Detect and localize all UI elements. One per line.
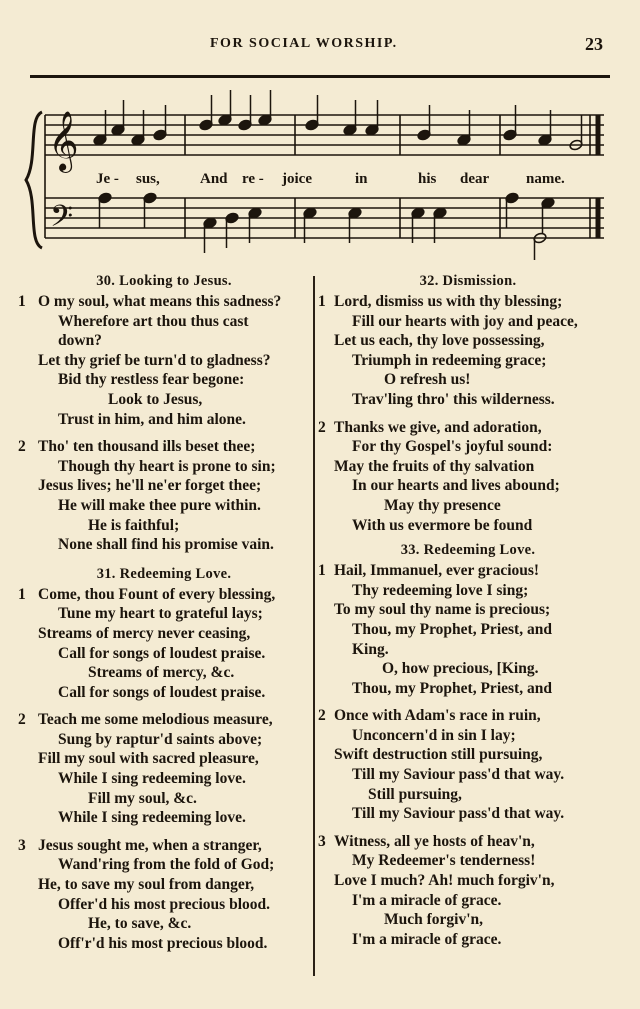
verse-line: [318, 832, 618, 852]
verse-line: [318, 679, 618, 699]
verse-line: [18, 437, 310, 457]
lyric-syllable: dear: [460, 171, 490, 187]
verse: [318, 832, 618, 950]
verse-text: Once with Adam's race in ruin,: [334, 707, 541, 725]
verse-text: King.: [352, 640, 389, 658]
bass-staff: [45, 198, 604, 238]
verse-line: [18, 516, 310, 536]
verse-text: Call for songs of loudest praise.: [58, 644, 266, 662]
verse-text: O my soul, what means this sadness?: [38, 293, 282, 310]
verse-line: [318, 659, 618, 679]
verse-text: Though thy heart is prone to sin;: [58, 457, 276, 475]
hymn-title: 32. Dismission.: [419, 273, 517, 289]
verse-line: [318, 418, 618, 438]
verse-text: Till my Saviour pass'd that way.: [352, 805, 565, 823]
verse-line: [18, 749, 310, 769]
verse-text: O refresh us!: [384, 371, 471, 389]
verse-line: [18, 808, 310, 828]
verse-line: [318, 804, 618, 824]
hymn-32: [318, 270, 618, 535]
verse-text: Much forgiv'n,: [384, 911, 484, 929]
verse-number: 2: [318, 707, 326, 725]
verse-line: [318, 292, 618, 312]
verse-text: Teach me some melodious measure,: [38, 711, 273, 729]
verse: [18, 437, 310, 555]
verse-line: [18, 585, 310, 605]
lyric-syllable: And: [200, 171, 228, 187]
hymn-title: 33. Redeeming Love.: [400, 542, 536, 559]
verse-line: [318, 312, 618, 332]
verse-text: Trust in him, and him alone.: [58, 410, 246, 428]
verse-text: Thanks we give, and adoration,: [334, 418, 542, 436]
verse-text: Fill our hearts with joy and peace,: [352, 312, 578, 330]
verse-text: He, to save my soul from danger,: [38, 876, 255, 894]
verse-text: Tho' ten thousand ills beset thee;: [38, 438, 256, 456]
verse-text: May the fruits of thy salvation: [334, 457, 535, 475]
verse-line: [318, 516, 618, 536]
verse-line: [18, 914, 310, 934]
verse: [318, 418, 618, 536]
verse-line: [18, 410, 310, 430]
verse-line: [318, 871, 618, 891]
verse-line: [18, 934, 310, 954]
page-number: 23: [585, 34, 603, 54]
verse-line: [318, 370, 618, 390]
verse-text: Unconcern'd in sin I lay;: [352, 726, 516, 744]
verse-number: 1: [318, 562, 326, 580]
verse-line: [318, 351, 618, 371]
verse-line: [18, 895, 310, 915]
verse-text: In our hearts and lives abound;: [352, 477, 560, 495]
verse-line: [18, 604, 310, 624]
verse-text: With us evermore be found: [352, 516, 533, 534]
verse-line: [18, 710, 310, 730]
verse-line: [18, 663, 310, 683]
verse-text: O, how precious, [King.: [382, 660, 539, 678]
score-brace: [26, 112, 42, 248]
verse-text: I'm a miracle of grace.: [352, 891, 502, 909]
verse-line: [318, 437, 618, 457]
verse-line: [18, 370, 310, 390]
svg-text:𝄞: 𝄞: [48, 111, 79, 171]
verse-line: [18, 875, 310, 895]
verse-text: He is faithful;: [88, 516, 180, 534]
verse-text: Fill my soul, &c.: [88, 789, 197, 807]
verse-line: [318, 745, 618, 765]
verse-text: Witness, all ye hosts of heav'n,: [334, 832, 535, 850]
verse-text: Jesus lives; he'll ne'er forget thee;: [38, 477, 262, 495]
verse-line: [18, 457, 310, 477]
verse-text: For thy Gospel's joyful sound:: [352, 438, 553, 456]
verse-text: Bid thy restless fear begone:: [58, 371, 245, 389]
verse-line: [318, 785, 618, 805]
verse-text: Swift destruction still pursuing,: [334, 746, 543, 764]
verse-line: [318, 561, 618, 581]
verse-line: [18, 769, 310, 789]
verse-line: [18, 351, 310, 371]
verse-text: My Redeemer's tenderness!: [352, 852, 536, 870]
column-divider: [313, 276, 315, 976]
verse-text: Streams of mercy, &c.: [88, 664, 235, 682]
verse-text: I'm a miracle of grace.: [352, 930, 502, 948]
verse-number: 1: [18, 293, 26, 310]
verse-text: He will make thee pure within.: [58, 496, 261, 514]
verse-line: [18, 836, 310, 856]
verse-line: [18, 312, 310, 332]
verse-text: He, to save, &c.: [88, 915, 192, 933]
svg-text:𝄢: 𝄢: [50, 200, 74, 241]
verse-line: [318, 765, 618, 785]
verse-text: Lord, dismiss us with thy blessing;: [334, 293, 563, 310]
verse-line: [18, 390, 310, 410]
verse-text: Triumph in redeeming grace;: [352, 351, 547, 369]
verse-text: Offer'd his most precious blood.: [58, 895, 270, 913]
verse-text: Trav'ling thro' this wilderness.: [352, 390, 555, 408]
verse: [18, 585, 310, 703]
verse-text: Thou, my Prophet, Priest, and: [352, 620, 552, 638]
verse: [18, 836, 310, 954]
verse-line: [18, 476, 310, 496]
verse-text: Fill my soul with sacred pleasure,: [38, 750, 259, 768]
verse-line: [318, 581, 618, 601]
lyric-syllable: name.: [526, 171, 565, 187]
treble-notes: [93, 90, 583, 151]
verse-text: Let us each, thy love possessing,: [334, 332, 545, 350]
verse-line: [18, 644, 310, 664]
music-score: [0, 0, 640, 260]
lyric-syllable: sus,: [136, 171, 160, 187]
hymn-30: [18, 270, 310, 555]
verse-line: [318, 910, 618, 930]
verse-line: [318, 726, 618, 746]
verse-line: [318, 620, 618, 640]
lyric-syllable: in: [355, 171, 368, 187]
verse: [18, 710, 310, 828]
verse-line: [318, 851, 618, 871]
left-column: [18, 270, 310, 953]
verse-line: [18, 535, 310, 555]
verse-text: Wand'ring from the fold of God;: [58, 856, 275, 874]
verse-line: [18, 855, 310, 875]
hymn-title: 30. Looking to Jesus.: [96, 273, 232, 289]
treble-staff: [45, 115, 604, 155]
verse: [318, 292, 618, 410]
verse-text: None shall find his promise vain.: [58, 536, 274, 554]
verse-line: [18, 730, 310, 750]
verse-line: [318, 331, 618, 351]
verse-line: [318, 930, 618, 950]
lyric-syllable: joice: [282, 171, 312, 187]
verse-line: [18, 789, 310, 809]
verse-number: 2: [18, 711, 26, 729]
verse-text: Thou, my Prophet, Priest, and: [352, 679, 552, 697]
verse-line: [18, 292, 310, 312]
verse-number: 1: [18, 585, 26, 603]
verse-line: [318, 476, 618, 496]
running-title: FOR SOCIAL WORSHIP.: [210, 36, 398, 51]
verse-number: 3: [318, 832, 326, 850]
verse-text: Thy redeeming love I sing;: [352, 581, 529, 599]
treble-clef-icon: [48, 111, 79, 173]
verse-number: 2: [18, 438, 26, 456]
bass-clef-icon: [50, 200, 73, 241]
verse-line: [318, 600, 618, 620]
verse-number: 1: [318, 293, 326, 310]
verse-text: While I sing redeeming love.: [58, 809, 246, 827]
verse-line: [18, 624, 310, 644]
verse-text: Till my Saviour pass'd that way.: [352, 766, 565, 784]
verse-text: Sung by raptur'd saints above;: [58, 730, 263, 748]
verse-line: [18, 331, 310, 351]
verse: [318, 561, 618, 698]
right-column: [318, 270, 618, 949]
verse-text: Come, thou Fount of every blessing,: [38, 585, 276, 603]
verse-text: Wherefore art thou thus cast: [58, 312, 249, 330]
verse-text: Let thy grief be turn'd to gladness?: [38, 351, 271, 369]
lyric-syllable: Je -: [96, 171, 119, 187]
bass-notes: [98, 192, 555, 260]
verse-text: Look to Jesus,: [108, 390, 203, 408]
verse-text: Still pursuing,: [368, 785, 462, 803]
verse-line: [318, 457, 618, 477]
verse-text: down?: [58, 332, 102, 350]
hymn-title: 31. Redeeming Love.: [96, 565, 232, 582]
verse-line: [318, 891, 618, 911]
verse-text: Love I much? Ah! much forgiv'n,: [334, 872, 555, 890]
lyric-syllable: re -: [242, 171, 264, 187]
verse-text: Jesus sought me, when a stranger,: [38, 836, 262, 854]
verse-line: [318, 496, 618, 516]
verse-text: May thy presence: [384, 496, 501, 514]
verse-text: Streams of mercy never ceasing,: [38, 624, 251, 642]
hymn-31: [18, 563, 310, 954]
verse-text: While I sing redeeming love.: [58, 770, 246, 788]
verse-line: [18, 496, 310, 516]
verse-line: [318, 640, 618, 660]
verse-line: [318, 706, 618, 726]
verse-text: Off'r'd his most precious blood.: [58, 934, 268, 952]
verse-number: 3: [18, 836, 26, 854]
lyric-syllable: his: [418, 171, 437, 187]
hymn-33: [318, 539, 618, 949]
verse: [18, 292, 310, 429]
verse-text: Hail, Immanuel, ever gracious!: [334, 562, 540, 580]
verse-line: [318, 390, 618, 410]
verse-line: [18, 683, 310, 703]
verse-text: To my soul thy name is precious;: [334, 601, 551, 619]
verse: [318, 706, 618, 824]
verse-number: 2: [318, 418, 326, 436]
verse-text: Call for songs of loudest praise.: [58, 683, 266, 701]
verse-text: Tune my heart to grateful lays;: [58, 605, 263, 623]
